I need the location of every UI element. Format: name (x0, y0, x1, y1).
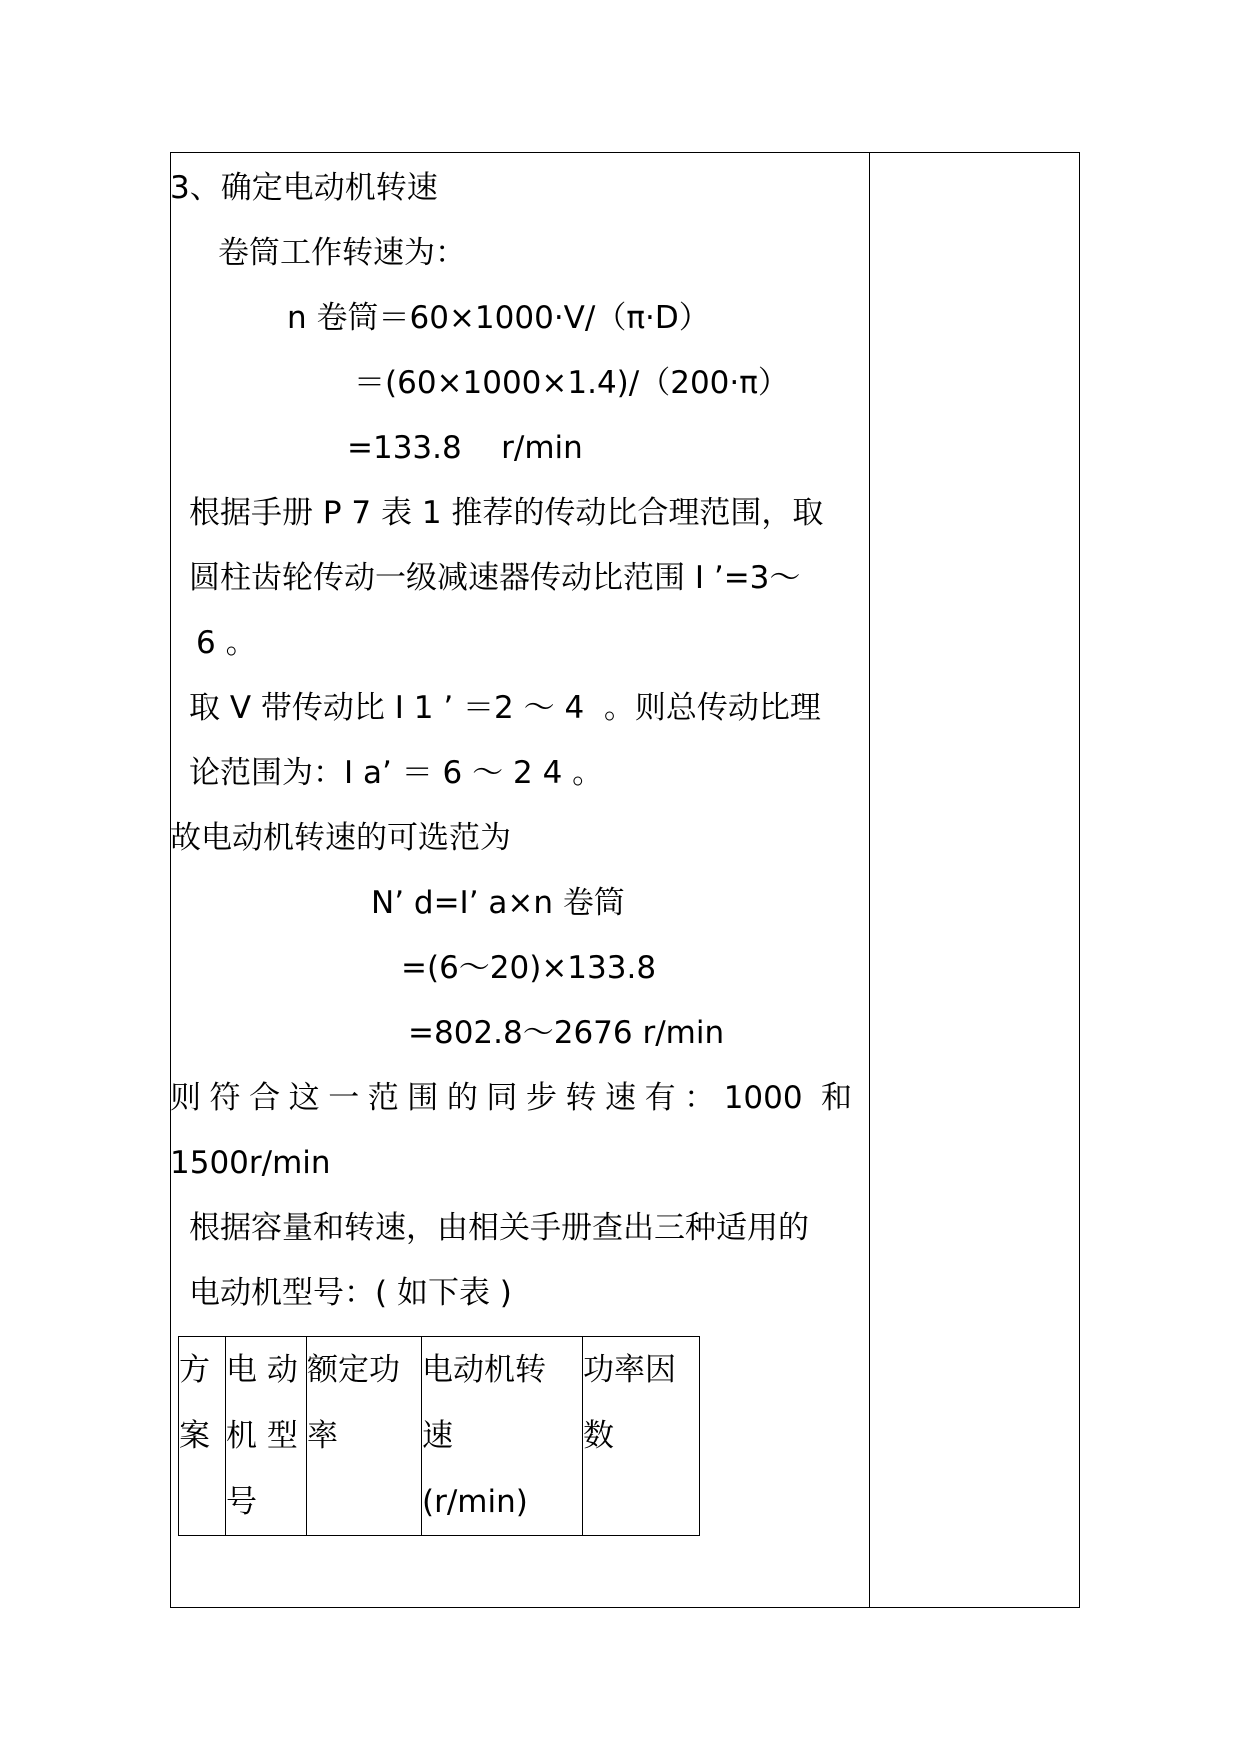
text-line: 根据容量和转速，由相关手册查出三种适用的 (189, 1210, 809, 1246)
header-cell-motor-model (226, 1337, 307, 1536)
motor-options-table (178, 1336, 700, 1536)
formula-line: N’ d=I’ a×n 卷筒 (371, 885, 625, 921)
formula-line: =802.8～2676 r/min (408, 1015, 725, 1051)
header-text: 号 (226, 1484, 257, 1520)
text-line: 圆柱齿轮传动一级减速器传动比范围 I ’=3～ (189, 560, 801, 596)
section-heading: 3、确定电动机转速 (170, 170, 438, 206)
header-text: 率 (307, 1418, 338, 1454)
header-text: 额定功 (307, 1352, 400, 1388)
header-text: 案 (179, 1418, 210, 1454)
header-text: 机 型 (226, 1418, 298, 1454)
text-line: 电动机型号：( 如下表 ) (189, 1275, 512, 1311)
header-text: 功率因 (583, 1352, 676, 1388)
text-line: 取 V 带传动比 I 1 ’ ＝2 ～ 4 。则总传动比理 (189, 690, 821, 726)
header-cell-power-factor (583, 1337, 700, 1536)
header-cell-motor-speed (422, 1337, 583, 1536)
text-line: 则符合这一范围的同步转速有：1000 和 (170, 1080, 852, 1116)
header-text: 电 动 (226, 1352, 298, 1388)
header-cell-plan (179, 1337, 226, 1536)
text-line: 故电动机转速的可选范为 (170, 820, 511, 856)
header-cell-rated-power (307, 1337, 422, 1536)
header-text: 方 (179, 1352, 210, 1388)
formula-line: =133.8 r/min (347, 430, 583, 466)
text-line: 6 。 (196, 625, 257, 661)
table-header-row (179, 1337, 700, 1536)
text-line: 根据手册 P 7 表 1 推荐的传动比合理范围，取 (189, 495, 824, 531)
text-line: 卷筒工作转速为： (218, 235, 466, 271)
formula-line: ＝(60×1000×1.4)/（200·π） (354, 365, 789, 401)
formula-line: =(6～20)×133.8 (401, 950, 657, 986)
header-text: 电动机转 (422, 1352, 546, 1388)
column-divider (869, 152, 870, 1608)
header-text: (r/min) (422, 1484, 528, 1520)
formula-line: n 卷筒＝60×1000·V/（π·D） (287, 300, 710, 336)
header-text: 速 (422, 1418, 453, 1454)
text-line: 1500r/min (170, 1145, 331, 1181)
header-text: 数 (583, 1418, 614, 1454)
text-line: 论范围为：I a’ ＝ 6 ～ 2 4 。 (189, 755, 604, 791)
